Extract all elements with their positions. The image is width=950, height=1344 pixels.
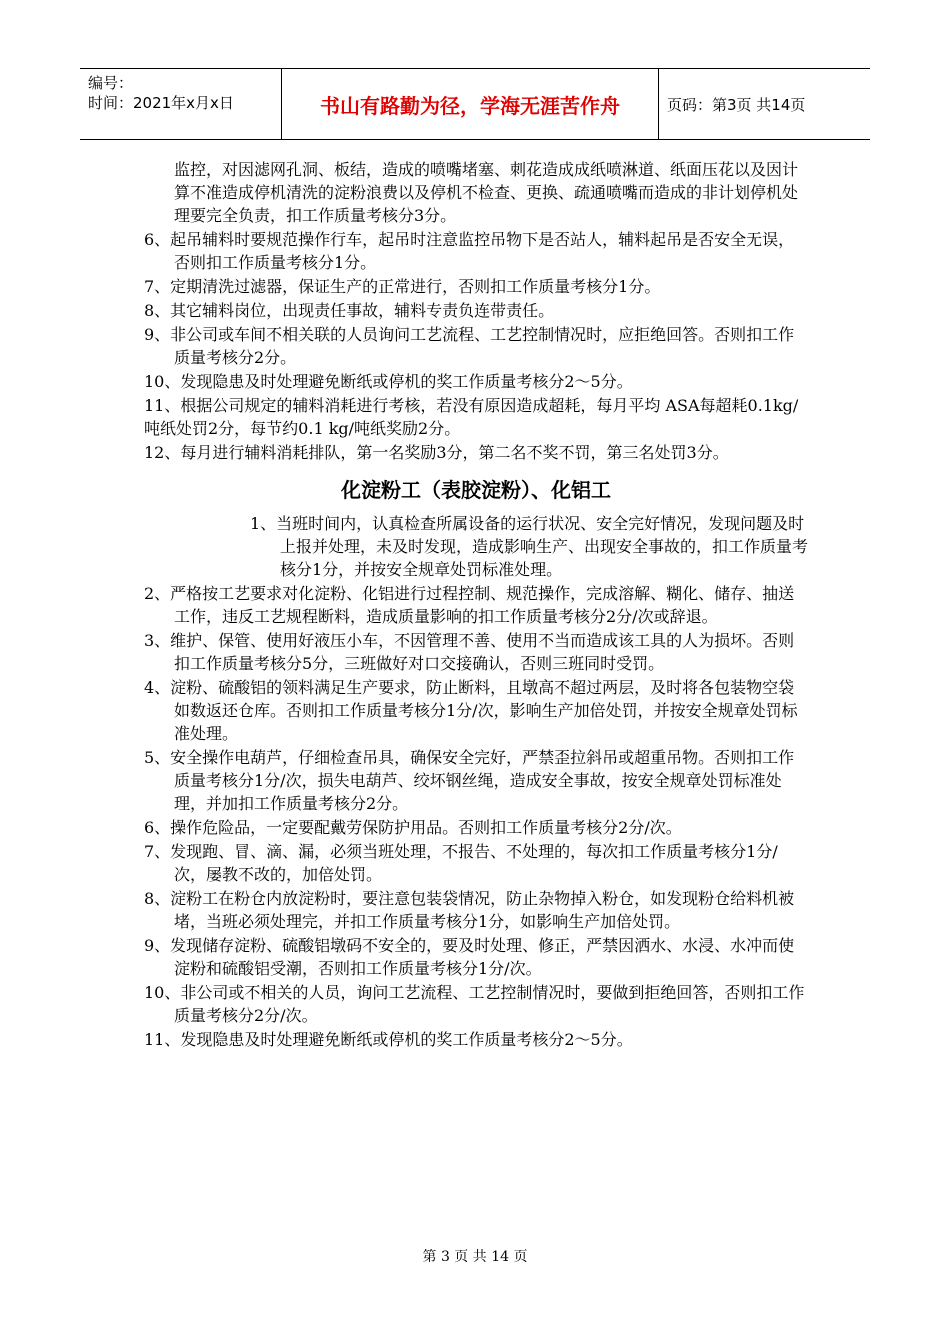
section2-item-10: 10、非公司或不相关的人员，询问工艺流程、工艺控制情况时，要做到拒绝回答，否则扣工作质量考核分2分/次。: [144, 983, 805, 1025]
section2-item-5: 5、安全操作电葫芦，仔细检查吊具，确保安全完好，严禁歪拉斜吊或超重吊物。否则扣工作质量考核分1分/次，损失电葫芦、绞坏钢丝绳，造成安全事故，按安全规章处罚标准处理，并加扣工作质量考核分2分。: [144, 748, 795, 813]
intro-paragraph: 监控，对因滤网孔洞、板结，造成的喷嘴堵塞、刺花造成成纸喷淋道、纸面压花以及因计算不准造成停机清洗的淀粉浪费以及停机不检查、更换、疏通喷嘴而造成的非计划停机处理要完全负责，扣工作质量考核分3分。: [174, 160, 799, 225]
header-meta: [80, 69, 282, 139]
section2-title: 化淀粉工（表胶淀粉）、化铝工: [341, 478, 611, 502]
section2-item-4: 4、淀粉、硫酸铝的领料满足生产要求，防止断料，且墩高不超过两层，及时将各包装物空袋如数返还仓库。否则扣工作质量考核分1分/次，影响生产加倍处罚，并按安全规章处罚标准处理。: [144, 678, 798, 743]
header-page-info: 页码：第3页 共14页: [667, 95, 806, 114]
section2-item-8: 8、淀粉工在粉仓内放淀粉时，要注意包装袋情况，防止杂物掉入粉仓，如发现粉仓给料机被堵，当班必须处理完，并扣工作质量考核分1分，如影响生产加倍处罚。: [144, 889, 795, 931]
header-motto: 书山有路勤为径，学海无涯苦作舟: [282, 69, 659, 139]
section1-item-6: 6、起吊辅料时要规范操作行车，起吊时注意监控吊物下是否站人，辅料起吊是否安全无误，否则扣工作质量考核分1分。: [144, 230, 795, 272]
document-body: [144, 158, 808, 1052]
section2-item-3: 3、维护、保管、使用好液压小车，不因管理不善、使用不当而造成该工具的人为损坏。否则扣工作质量考核分5分，三班做好对口交接确认，否则三班同时受罚。: [144, 631, 795, 673]
page-header: [80, 68, 870, 140]
section1-item-10: 10、发现隐患及时处理避免断纸或停机的奖工作质量考核分2～5分。: [144, 372, 633, 391]
section2-item-1: 1、当班时间内，认真检查所属设备的运行状况、安全完好情况，发现问题及时上报并处理，未及时发现，造成影响生产、出现安全事故的，扣工作质量考核分1分，并按安全规章处罚标准处理。: [250, 514, 809, 579]
document-number: 编号：: [88, 74, 134, 92]
section1-item-7: 7、定期清洗过滤器，保证生产的正常进行，否则扣工作质量考核分1分。: [144, 277, 661, 296]
section1-item-11: 11、根据公司规定的辅料消耗进行考核，若没有原因造成超耗，每月平均 ASA每超耗0.1kg/吨纸处罚2分，每节约0.1 kg/吨纸奖励2分。: [144, 396, 799, 438]
page-footer: 第 3 页 共 14 页: [422, 1249, 528, 1265]
section2-item-9: 9、发现储存淀粉、硫酸铝墩码不安全的，要及时处理、修正，严禁因洒水、水浸、水冲而使淀粉和硫酸铝受潮，否则扣工作质量考核分1分/次。: [144, 936, 795, 978]
section2-item-6: 6、操作危险品，一定要配戴劳保防护用品。否则扣工作质量考核分2分/次。: [144, 818, 682, 837]
section1-item-8: 8、其它辅料岗位，出现责任事故，辅料专责负连带责任。: [144, 301, 555, 320]
section2-item-7: 7、发现跑、冒、滴、漏，必须当班处理，不报告、不处理的，每次扣工作质量考核分1分/次，屡教不改的，加倍处罚。: [144, 842, 778, 884]
section1-item-12: 12、每月进行辅料消耗排队，第一名奖励3分，第二名不奖不罚，第三名处罚3分。: [144, 443, 729, 462]
section1-item-9: 9、非公司或车间不相关联的人员询问工艺流程、工艺控制情况时，应拒绝回答。否则扣工作质量考核分2分。: [144, 325, 795, 367]
document-time: 时间：2021年x月x日: [88, 94, 234, 112]
section2-item-2: 2、严格按工艺要求对化淀粉、化铝进行过程控制、规范操作，完成溶解、糊化、储存、抽送工作，违反工艺规程断料，造成质量影响的扣工作质量考核分2分/次或辞退。: [144, 584, 795, 626]
section2-item-11: 11、发现隐患及时处理避免断纸或停机的奖工作质量考核分2～5分。: [144, 1030, 633, 1049]
